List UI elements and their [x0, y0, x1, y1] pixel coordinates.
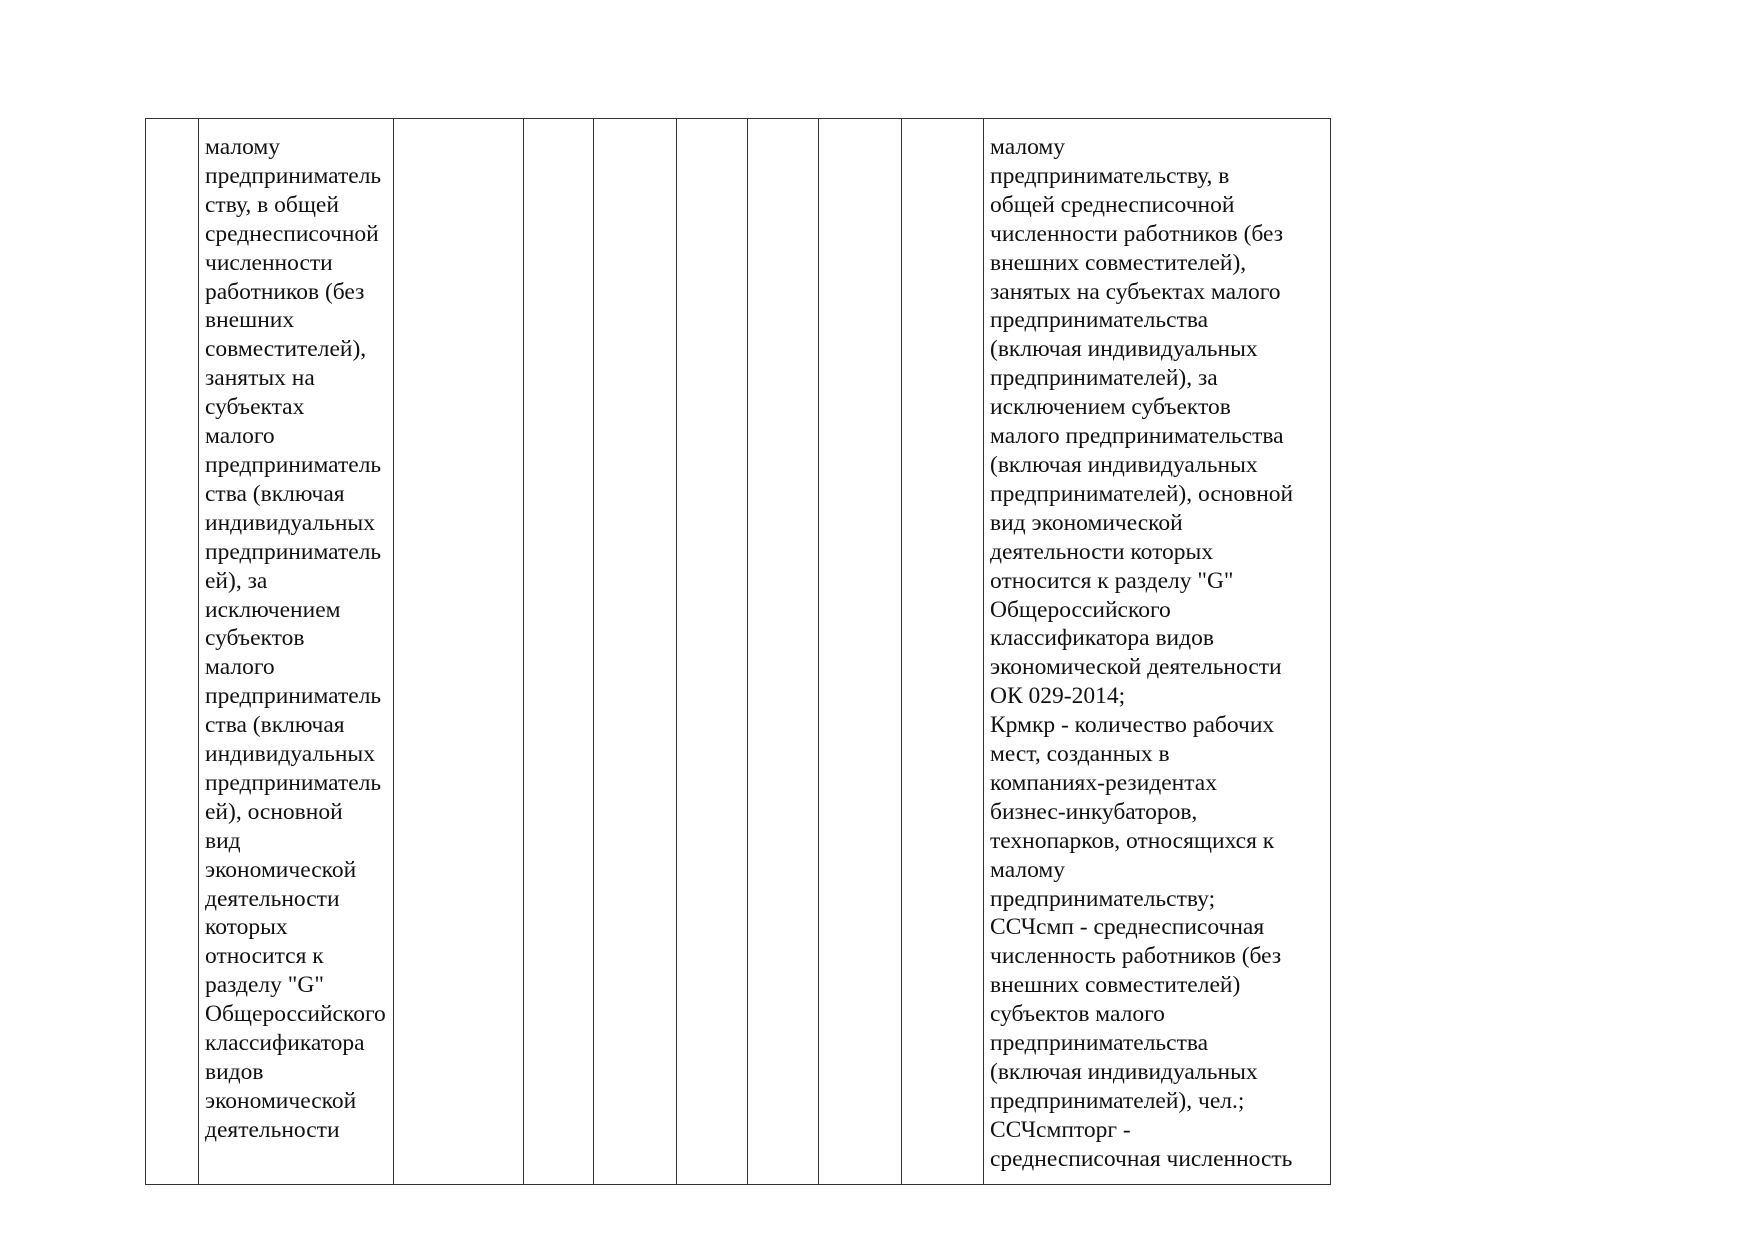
cell-calculation-method: [984, 119, 1331, 1185]
cell-col-8: [819, 119, 902, 1185]
cell-number: [146, 119, 199, 1185]
cell-indicator-name: [199, 119, 394, 1185]
cell-col-5: [594, 119, 677, 1185]
calculation-method-text: малому предпринимательству, в общей среднесписочной численности работников (без внешних совместителей), занятых на субъектах малого предпринимательства (включая индивидуальных предпринимателей), за исключением субъектов малого предпринимательства (включая индивидуальных предпринимателей), основной вид экономической деятельности которых относится к разделу "G" Общероссийского классификатора видов экономической деятельности ОК 029-2014; Крмкр - количество рабочих мест, созданных в компаниях-резидентах бизнес-инкубаторов, технопарков, относящихся к малому предпринимательству; ССЧсмп - среднесписочная численность работников (без внешних совместителей) субъектов малого предпринимательства (включая индивидуальных предпринимателей), чел.; ССЧсмпторг - среднесписочная численность: [990, 134, 1294, 1172]
table-row: [146, 119, 1331, 1185]
indicator-name-text: малому предприниматель​ству, в общей среднесписочно​й численности работников (без внешних совместителей), занятых на субъектах малого предприниматель​ства (включая индивидуальных предприниматель​ей), за исключением субъектов малого предприниматель​ства (включая индивидуальных предприниматель​ей), основной вид экономической деятельности которых относится к разделу "G" Общероссийског​о классификатора видов экономической деятельности: [205, 134, 386, 1143]
cell-col-9: [902, 119, 984, 1185]
cell-col-4: [524, 119, 594, 1185]
cell-col-3: [394, 119, 524, 1185]
document-table: [145, 118, 1331, 1185]
cell-col-7: [748, 119, 819, 1185]
cell-col-6: [677, 119, 748, 1185]
